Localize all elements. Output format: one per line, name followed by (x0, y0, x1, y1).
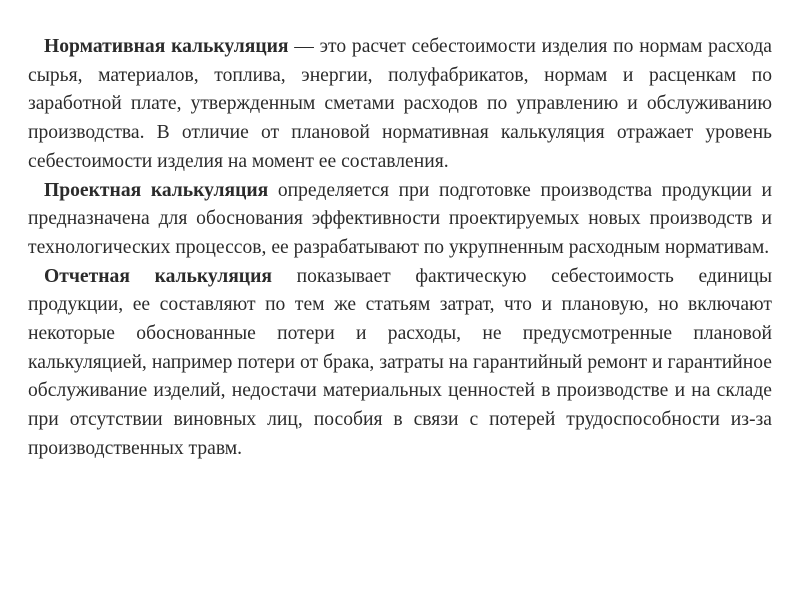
paragraph-normative (28, 33, 772, 177)
term-reporting: Отчетная калькуляция (44, 265, 272, 287)
paragraph-project-text: определяется при подготовке производства продукции и предназначена для обоснования эффективности проектируемых новых производств и технологических процессов, ее разрабатывают по укрупненным расходным нормативам. (28, 179, 772, 258)
paragraph-project (28, 177, 772, 263)
term-project: Проектная калькуляция (44, 179, 269, 201)
paragraph-reporting-text: показывает фактическую себестоимость единицы продукции, ее составляют по тем же статьям затрат, что и плановую, но включают некоторые обоснованные потери и расходы, не предусмотренные плановой калькуляцией, например потери от брака, затраты на гарантийный ремонт и гарантийное обслуживание изделий, недостачи материальных ценностей в производстве и на складе при отсутствии виновных лиц, пособия в связи с потерей трудоспособности из-за производственных травм. (28, 265, 772, 459)
paragraph-normative-text: — это расчет себестоимости изделия по нормам расхода сырья, материалов, топлива, энергии, полуфабрикатов, нормам и расценкам по заработной плате, утвержденным сметами расходов по управлению и обслуживанию производства. В отличие от плановой нормативная калькуляция отражает уровень себестоимости изделия на момент ее составления. (28, 36, 772, 172)
paragraph-reporting (28, 263, 772, 464)
term-normative: Нормативная калькуляция (44, 36, 289, 57)
